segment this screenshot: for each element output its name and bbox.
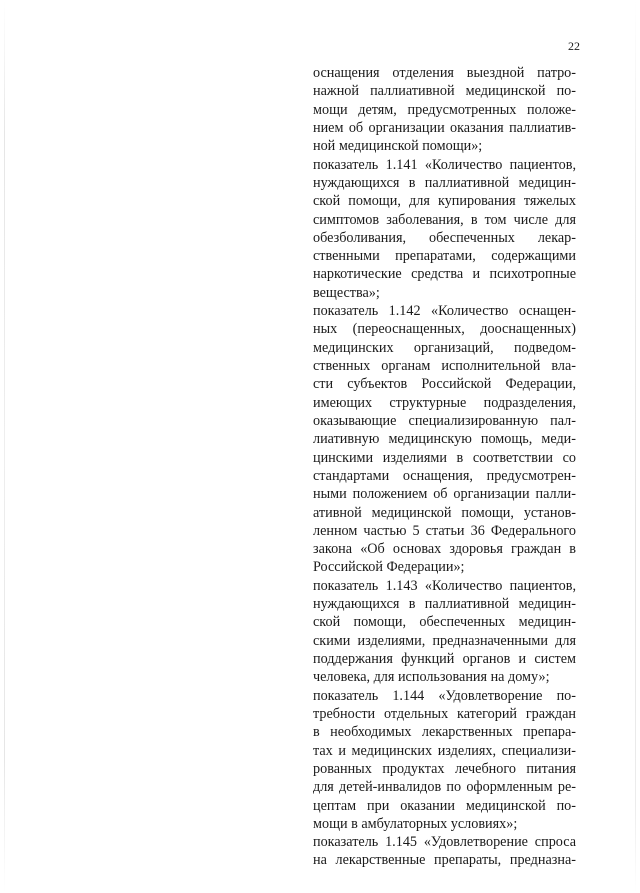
document-line: показатель 1.141 «Количество пациентов, [313, 156, 576, 173]
document-line: ственными препаратами, содержащими [313, 248, 576, 265]
scan-edge-right [635, 0, 636, 893]
document-line: показатель 1.144 «Удовлетворение по- [313, 687, 576, 704]
document-line: для детей-инвалидов по оформленным ре- [313, 779, 576, 796]
document-line: симптомов заболевания, в том числе для [313, 211, 576, 228]
document-line: имеющих структурные подразделения, [313, 394, 576, 411]
document-line: лиативную медицинскую помощь, меди- [313, 431, 576, 448]
document-line: в необходимых лекарственных препара- [313, 724, 576, 741]
document-line: нуждающихся в паллиативной медицин- [313, 596, 576, 613]
document-line: показатель 1.142 «Количество оснащен- [313, 303, 576, 320]
document-line: сти субъектов Российской Федерации, [313, 376, 576, 393]
document-line: стандартами оснащения, предусмотрен- [313, 467, 576, 484]
document-line: мощи детям, предусмотренных положе- [313, 101, 576, 118]
document-line: показатель 1.145 «Удовлетворение спроса [313, 834, 576, 851]
document-line: ных (переоснащенных, дооснащенных) [313, 321, 576, 338]
document-line: ленном частью 5 статьи 36 Федерального [313, 522, 576, 539]
document-text-column [313, 64, 576, 870]
document-line: ной медицинской помощи»; [313, 138, 483, 155]
document-line: требности отдельных категорий граждан [313, 705, 576, 722]
document-line: нием об организации оказания паллиатив- [313, 119, 576, 136]
document-line: ской помощи, обеспеченных медицин- [313, 614, 576, 631]
document-line: ативной медицинской помощи, установ- [313, 504, 576, 521]
document-line: ской помощи, для купирования тяжелых [313, 193, 576, 210]
document-line: наркотические средства и психотропные [313, 266, 576, 283]
document-line: вещества»; [313, 284, 380, 301]
document-line: рованных продуктах лечебного питания [313, 760, 576, 777]
document-line: закона «Об основах здоровья граждан в [313, 541, 576, 558]
document-line: на лекарственные препараты, предназна- [313, 852, 576, 869]
document-line: нажной паллиативной медицинской по- [313, 83, 576, 100]
page-number: 22 [568, 39, 580, 53]
document-line: поддержания функций органов и систем [313, 651, 576, 667]
document-line: скими изделиями, предназначенными для [313, 632, 576, 649]
document-line: показатель 1.143 «Количество пациентов, [313, 577, 576, 594]
document-line: человека, для использования на дому»; [313, 669, 550, 686]
document-line: цинскими изделиями в соответствии со [313, 449, 576, 466]
document-line: мощи в амбулаторных условиях»; [313, 815, 518, 832]
scan-edge-left [4, 0, 5, 893]
document-line: нуждающихся в паллиативной медицин- [313, 174, 576, 191]
document-line: Российской Федерации»; [313, 559, 465, 576]
document-line: медицинских организаций, подведом- [313, 339, 576, 356]
document-line: оснащения отделения выездной патро- [313, 65, 576, 81]
document-line: ными положением об организации палли- [313, 486, 576, 503]
document-line: оказывающие специализированную пал- [313, 412, 576, 429]
document-line: тах и медицинских изделиях, специализи- [313, 742, 576, 759]
document-line: обезболивания, обеспеченных лекар- [313, 229, 576, 246]
document-line: цептам при оказании медицинской по- [313, 797, 576, 814]
document-line: ственных органам исполнительной вла- [313, 358, 576, 374]
